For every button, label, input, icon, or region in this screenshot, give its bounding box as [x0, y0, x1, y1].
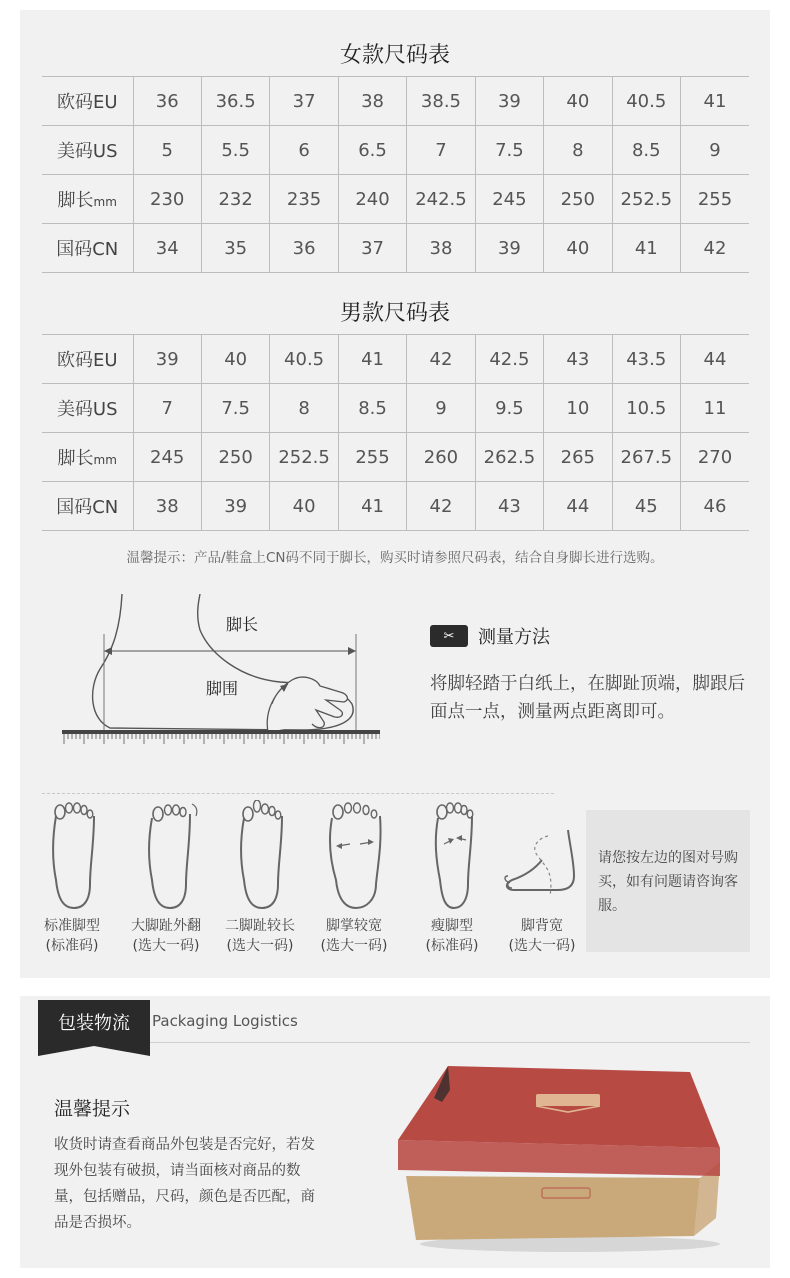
row-label-text: 美码US	[56, 399, 118, 420]
foot-type-advice: (选大一码)	[320, 938, 388, 954]
size-cell: 260	[407, 433, 475, 482]
size-cell: 39	[201, 482, 269, 531]
size-row	[42, 335, 749, 384]
foot-type-long-second-toe	[212, 800, 308, 956]
foot-types-divider	[42, 793, 554, 794]
size-cell: 250	[201, 433, 269, 482]
size-cell: 39	[475, 77, 543, 126]
size-cell: 41	[338, 335, 406, 384]
size-cell: 40.5	[612, 77, 680, 126]
size-cell: 42.5	[475, 335, 543, 384]
warm-tip-title: 温馨提示	[54, 1098, 131, 1120]
ruler-ticks	[64, 734, 380, 744]
row-unit-text: mm	[93, 195, 117, 209]
size-cell: 7.5	[475, 126, 543, 175]
row-unit-text: mm	[93, 453, 117, 467]
narrow-foot-icon	[404, 800, 500, 912]
size-row-label	[42, 433, 133, 482]
size-cell: 7.5	[201, 384, 269, 433]
measure-method-heading	[430, 623, 550, 649]
packaging-tab-notch	[38, 1044, 150, 1056]
size-cell: 41	[338, 482, 406, 531]
size-row	[42, 384, 749, 433]
size-cell: 230	[133, 175, 201, 224]
size-cell: 41	[612, 224, 680, 273]
foot-type-bunion	[118, 800, 214, 956]
size-cell: 252.5	[612, 175, 680, 224]
size-cell: 242.5	[407, 175, 475, 224]
size-cell: 34	[133, 224, 201, 273]
size-cell: 9	[681, 126, 750, 175]
size-cell: 10.5	[612, 384, 680, 433]
size-cell: 262.5	[475, 433, 543, 482]
size-cell: 6	[270, 126, 338, 175]
size-row-label	[42, 224, 133, 273]
size-cell: 35	[201, 224, 269, 273]
size-cell: 245	[133, 433, 201, 482]
size-cell: 40.5	[270, 335, 338, 384]
size-cell: 270	[681, 433, 750, 482]
foot-type-advice: (选大一码)	[508, 938, 576, 954]
size-cell: 45	[612, 482, 680, 531]
packaging-panel	[20, 996, 770, 1268]
foot-type-name: 脚背宽	[521, 918, 563, 934]
row-label-text: 脚长	[57, 190, 94, 211]
packaging-tab	[38, 1000, 150, 1044]
foot-type-name: 瘦脚型	[431, 918, 473, 934]
size-row-label	[42, 482, 133, 531]
size-row-label	[42, 384, 133, 433]
size-cell: 8	[544, 126, 612, 175]
size-cell: 38	[338, 77, 406, 126]
foot-type-advice: (选大一码)	[226, 938, 294, 954]
row-label-text: 欧码EU	[56, 350, 118, 371]
long-second-toe-foot-icon	[212, 800, 308, 912]
size-cell: 250	[544, 175, 612, 224]
size-cell: 10	[544, 384, 612, 433]
size-chart-panel	[20, 10, 770, 978]
size-cell: 38.5	[407, 77, 475, 126]
size-cell: 42	[407, 335, 475, 384]
foot-type-advice: (标准码)	[425, 938, 479, 954]
size-tip: 温馨提示：产品/鞋盒上CN码不同于脚长，购买时请参照尺码表，结合自身脚长进行选购。	[126, 550, 664, 566]
women-size-table	[42, 76, 749, 273]
row-label-text: 美码US	[56, 141, 118, 162]
foot-type-name: 脚掌较宽	[326, 918, 382, 934]
size-cell: 42	[407, 482, 475, 531]
size-cell: 36.5	[201, 77, 269, 126]
size-cell: 265	[544, 433, 612, 482]
women-table-title: 女款尺码表	[339, 43, 450, 68]
ruler-pencil-icon: ✂	[430, 625, 468, 647]
size-cell: 255	[681, 175, 750, 224]
size-cell: 46	[681, 482, 750, 531]
size-cell: 36	[133, 77, 201, 126]
size-cell: 40	[544, 77, 612, 126]
size-cell: 255	[338, 433, 406, 482]
size-row-label	[42, 126, 133, 175]
size-cell: 6.5	[338, 126, 406, 175]
row-label-text: 欧码EU	[56, 92, 118, 113]
size-row	[42, 482, 749, 531]
measure-method-title: 测量方法	[478, 627, 550, 648]
size-row-label	[42, 77, 133, 126]
wide-foot-icon	[306, 800, 402, 912]
size-cell: 40	[270, 482, 338, 531]
size-row-label	[42, 175, 133, 224]
foot-type-name: 标准脚型	[44, 918, 100, 934]
foot-measure-illustration	[40, 594, 380, 744]
size-cell: 9	[407, 384, 475, 433]
size-cell: 5	[133, 126, 201, 175]
row-label-text: 国码CN	[56, 239, 119, 260]
size-cell: 240	[338, 175, 406, 224]
size-cell: 43	[544, 335, 612, 384]
men-table-title: 男款尺码表	[339, 301, 450, 326]
foot-type-advice: (选大一码)	[132, 938, 200, 954]
size-cell: 8.5	[612, 126, 680, 175]
size-cell: 245	[475, 175, 543, 224]
foot-length-label: 脚长	[226, 615, 259, 634]
size-cell: 36	[270, 224, 338, 273]
row-label-text: 国码CN	[56, 497, 119, 518]
size-row	[42, 433, 749, 482]
size-cell: 42	[681, 224, 750, 273]
foot-type-standard	[24, 800, 120, 956]
row-label-text: 脚长	[57, 448, 94, 469]
size-cell: 44	[544, 482, 612, 531]
size-cell: 43.5	[612, 335, 680, 384]
size-row	[42, 224, 749, 273]
foot-type-high-instep	[494, 800, 590, 956]
hand-outline	[267, 677, 347, 732]
packaging-tab-label-en: Packaging Logistics	[152, 1012, 298, 1030]
size-cell: 267.5	[612, 433, 680, 482]
bunion-foot-icon	[118, 800, 214, 912]
foot-type-name: 二脚趾较长	[225, 918, 295, 934]
box-base-front	[406, 1176, 700, 1240]
shoe-box-image	[390, 1066, 730, 1256]
size-cell: 40	[201, 335, 269, 384]
size-cell: 11	[681, 384, 750, 433]
size-row	[42, 77, 749, 126]
packaging-tab-label: 包装物流	[58, 1013, 130, 1034]
high-instep-foot-icon	[494, 800, 590, 912]
standard-foot-icon	[24, 800, 120, 912]
size-cell: 7	[133, 384, 201, 433]
size-cell: 41	[681, 77, 750, 126]
size-cell: 38	[133, 482, 201, 531]
size-cell: 252.5	[270, 433, 338, 482]
size-cell: 39	[133, 335, 201, 384]
size-advice-text: 请您按左边的图对号购买，如有问题请咨询客服。	[598, 850, 738, 914]
size-cell: 5.5	[201, 126, 269, 175]
size-cell: 232	[201, 175, 269, 224]
size-row	[42, 175, 749, 224]
size-cell: 44	[681, 335, 750, 384]
foot-type-narrow	[404, 800, 500, 956]
size-advice-box	[586, 810, 750, 952]
men-size-table	[42, 334, 749, 531]
size-cell: 39	[475, 224, 543, 273]
ruler-bar	[62, 730, 380, 734]
size-row-label	[42, 335, 133, 384]
size-cell: 38	[407, 224, 475, 273]
size-cell: 8	[270, 384, 338, 433]
size-cell: 43	[475, 482, 543, 531]
size-cell: 9.5	[475, 384, 543, 433]
warm-tip-text: 收货时请查看商品外包装是否完好，若发现外包装有破损，请当面核对商品的数量，包括赠品，尺码，颜色是否匹配，商品是否损坏。	[54, 1137, 315, 1231]
size-cell: 235	[270, 175, 338, 224]
size-cell: 37	[338, 224, 406, 273]
foot-type-wide	[306, 800, 402, 956]
size-cell: 40	[544, 224, 612, 273]
size-cell: 37	[270, 77, 338, 126]
size-cell: 7	[407, 126, 475, 175]
foot-type-name: 大脚趾外翻	[131, 918, 201, 934]
measure-method-description: 将脚轻踏于白纸上，在脚趾顶端，脚跟后面点一点，测量两点距离即可。	[430, 674, 745, 722]
size-row	[42, 126, 749, 175]
foot-girth-label: 脚围	[206, 679, 239, 698]
foot-type-advice: (标准码)	[45, 938, 99, 954]
size-cell: 8.5	[338, 384, 406, 433]
